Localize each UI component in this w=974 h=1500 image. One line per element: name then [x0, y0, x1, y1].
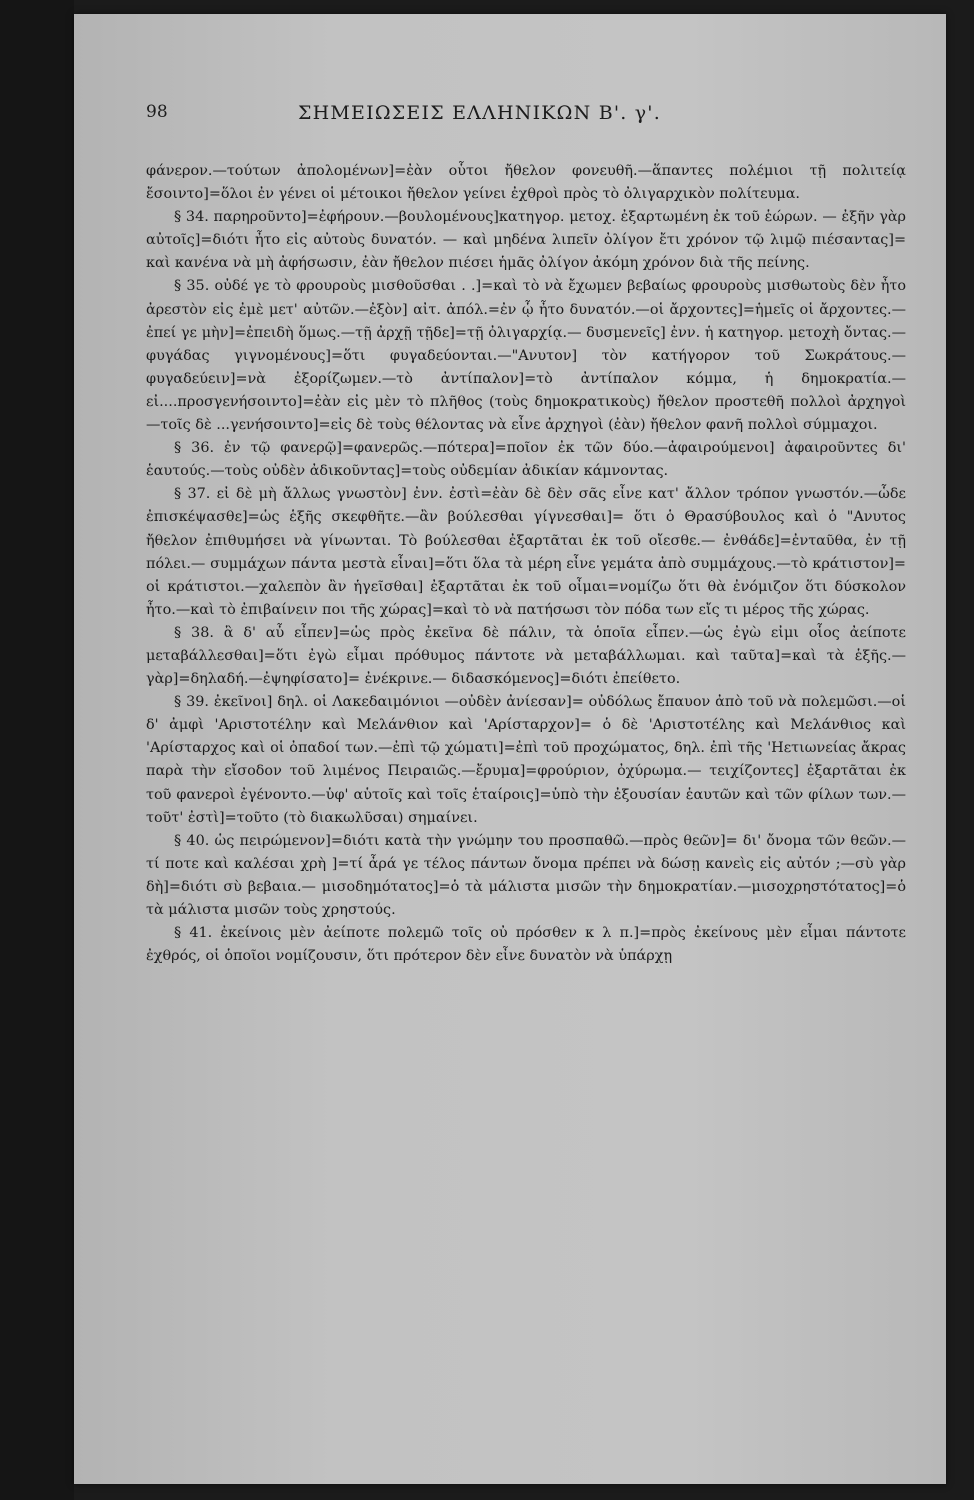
paragraph-section-40: § 40. ὡς πειρώμενον]=διότι κατὰ τὴν γνώμην του προσπαθῶ.—πρὸς θεῶν]= δι' ὄνομα τῶν θεῶν.—τί ποτε καὶ καλέσαι χρὴ ]=τί ἆρά γε τέλος πάντων ὄνομα πρέπει νὰ δώσῃ κανεὶς εἰς αὐτόν ;—σὺ γὰρ δὴ]=διότι σὺ βεβαια.— μισοδημότατος]=ὁ τὰ μάλιστα μισῶν τὴν δημοκρατίαν.—μισοχρηστότατος]=ὁ τὰ μάλιστα μισῶν τοὺς χρηστούς. — [146, 832, 906, 918]
paragraph-section-41: § 41. ἐκείνοις μὲν ἀείποτε πολεμῶ τοῖς οὐ πρόσθεν κ λ π.]=πρὸς ἐκείνους μὲν εἶμαι πάντοτε ἐχθρός, οἱ ὁποῖοι νομίζουσιν, ὅτι πρότερον δὲν εἶνε δυνατὸν νὰ ὑπάρχῃ — [146, 925, 906, 965]
running-title: ΣΗΜΕΙΩΣΕΙΣ ΕΛΛΗΝΙΚΩΝ Β'. γ'. — [298, 102, 661, 124]
paragraph-section-34: § 34. παρηροῦντο]=ἐφήρουν.—βουλομένους]κατηγορ. μετοχ. ἐξαρτωμένη ἐκ τοῦ ἑώρων. — ἐξῆν γὰρ αὐτοῖς]=διότι ἦτο εἰς αὐτοὺς δυνατόν. — καὶ μηδένα λιπεῖν ὀλίγον ἔτι χρόνον τῷ λιμῷ πιέσαντας]= καὶ κανένα νὰ μὴ ἀφήσωσιν, ἐὰν ἤθελον πιέσει ἡμᾶς ὀλίγον ἀκόμη χρόνον διὰ τῆς πείνης. — [146, 209, 906, 272]
scan-border — [0, 0, 74, 1500]
paragraph-continuation: φάνερον.—τούτων ἀπολομένων]=ἐὰν οὗτοι ἤθελον φονευθῆ.—ἅπαντες πολέμιοι τῇ πολιτείᾳ ἔσοιντο]=ὅλοι ἐν γένει οἱ μέτοικοι ἤθελον γείνει ἐχθροὶ πρὸς τὸ ὀλιγαρχικὸν πολίτευμα. — [146, 163, 906, 203]
page-header — [0, 102, 974, 142]
paragraph-section-37: § 37. εἰ δὲ μὴ ἄλλως γνωστὸν] ἐνν. ἐστὶ=ἐὰν δὲ δὲν σᾶς εἶνε κατ' ἄλλον τρόπον γνωστόν.—ὧδε ἐπισκέψασθε]=ὡς ἑξῆς σκεφθῆτε.—ἂν βούλεσθαι γίγνεσθαι]= ὅτι ὁ Θρασύβουλος καὶ ὁ "Ανυτος ἤθελον ἐπιθυμήσει νὰ γίνωνται. Τὸ βούλεσθαι ἐξαρτᾶται ἐκ τοῦ οἴεσθε.— ἐνθάδε]=ἐνταῦθα, ἐν τῇ πόλει.— συμμάχων πάντα μεστὰ εἶναι]=ὅτι ὅλα τὰ μέρη εἶνε γεμάτα ἀπὸ συμμάχους.—τὸ κράτιστον]= οἱ κράτιστοι.—χαλεπὸν ἂν ἡγεῖσθαι] ἐξαρτᾶται ἐκ τοῦ οἶμαι=νομίζω ὅτι θὰ ἐνόμιζον ὅτι δύσκολον ἦτο.—καὶ τὸ ἐπιβαίνειν ποι τῆς χώρας]=καὶ τὸ νὰ πατήσωσι τὸν πόδα των εἴς τι μέρος τῆς χώρας. — [146, 486, 906, 618]
paragraph-section-36: § 36. ἐν τῷ φανερῷ]=φανερῶς.—πότερα]=ποῖον ἐκ τῶν δύο.—ἀφαιρούμενοι] ἀφαιροῦντες δι' ἑαυτούς.—τοὺς οὐδὲν ἀδικοῦντας]=τοὺς οὐδεμίαν ἀδικίαν κάμνοντας. — [146, 440, 906, 480]
page-number: 98 — [146, 102, 168, 122]
paragraph-section-39: § 39. ἐκεῖνοι] δηλ. οἱ Λακεδαιμόνιοι —οὐδὲν ἀνίεσαν]= οὐδόλως ἔπαυον ἀπὸ τοῦ νὰ πολεμῶσι.—οἱ δ' ἀμφὶ 'Αριστοτέλην καὶ Μελάνθιον καὶ 'Αρίσταρχον]= ὁ δὲ 'Αριστοτέλης καὶ Μελάνθιος καὶ 'Αρίσταρχος καὶ οἱ ὀπαδοί των.—ἐπὶ τῷ χώματι]=ἐπὶ τοῦ προχώματος, δηλ. ἐπὶ τῆς 'Ηετιωνείας ἄκρας παρὰ τὴν εἴσοδον τοῦ λιμένος Πειραιῶς.—ἔρυμα]=φρούριον, ὀχύρωμα.— τειχίζοντες] ἐξαρτᾶται ἐκ τοῦ φανεροὶ ἐγένοντο.—ὑφ' αὑτοῖς καὶ τοῖς ἑταίροις]=ὑπὸ τὴν ἐξουσίαν ἑαυτῶν καὶ τῶν φίλων των.—τοῦτ' ἐστὶ]=τοῦτο (τὸ διακωλῦσαι) σημαίνει. — [146, 694, 906, 826]
paragraph-section-38: § 38. ἃ δ' αὖ εἶπεν]=ὡς πρὸς ἐκεῖνα δὲ πάλιν, τὰ ὁποῖα εἶπεν.—ὡς ἐγὼ εἰμι οἷος ἀείποτε μεταβάλλεσθαι]=ὅτι ἐγὼ εἶμαι πρόθυμος πάντοτε νὰ μεταβάλλωμαι. καὶ ταῦτα]=καὶ τὰ ἑξῆς.—γὰρ]=δηλαδή.—ἐψηφίσατο]= ἐνέκρινε.— διδασκόμενος]=διότι ἐπείθετο. — [146, 624, 906, 688]
paragraph-section-35: § 35. οὐδέ γε τὸ φρουροὺς μισθοῦσθαι . .]=καὶ τὸ νὰ ἔχωμεν βεβαίως φρουροὺς μισθωτοὺς δὲν ἦτο ἀρεστὸν εἰς ἐμὲ μετ' αὐτῶν.—ἐξὸν] αἰτ. ἀπόλ.=ἐν ᾧ ἦτο δυνατόν.—οἱ ἄρχοντες]=ἡμεῖς οἱ ἄρχοντες.—ἐπεί γε μὴν]=ἐπειδὴ ὅμως.—τῇ ἀρχῇ τῇδε]=τῇ ὀλιγαρχίᾳ.— δυσμενεῖς] ἐνν. ἡ κατηγορ. μετοχὴ ὄντας.—φυγάδας γιγνομένους]=ὅτι φυγαδεύονται.—"Ανυτον] τὸν κατήγορον τοῦ Σωκράτους.—φυγαδεύειν]=νὰ ἐξορίζωμεν.—τὸ ἀντίπαλον]=τὸ ἀντίπαλον κόμμα, ἡ δημοκρατία.—εἰ....προσγενήσοιντο]=ἐὰν εἰς μὲν τὸ πλῆθος (τοὺς δημοκρατικοὺς) ἤθελον προστεθῆ πολλοὶ ἀρχηγοὶ —τοῖς δὲ ...γενήσοιντο]=εἰς δὲ τοὺς θέλοντας νὰ εἶνε ἀρχηγοὶ (ἐὰν) ἤθελον φανῆ πολλοὶ σύμμαχοι. — [146, 278, 906, 434]
body-text — [146, 160, 906, 968]
